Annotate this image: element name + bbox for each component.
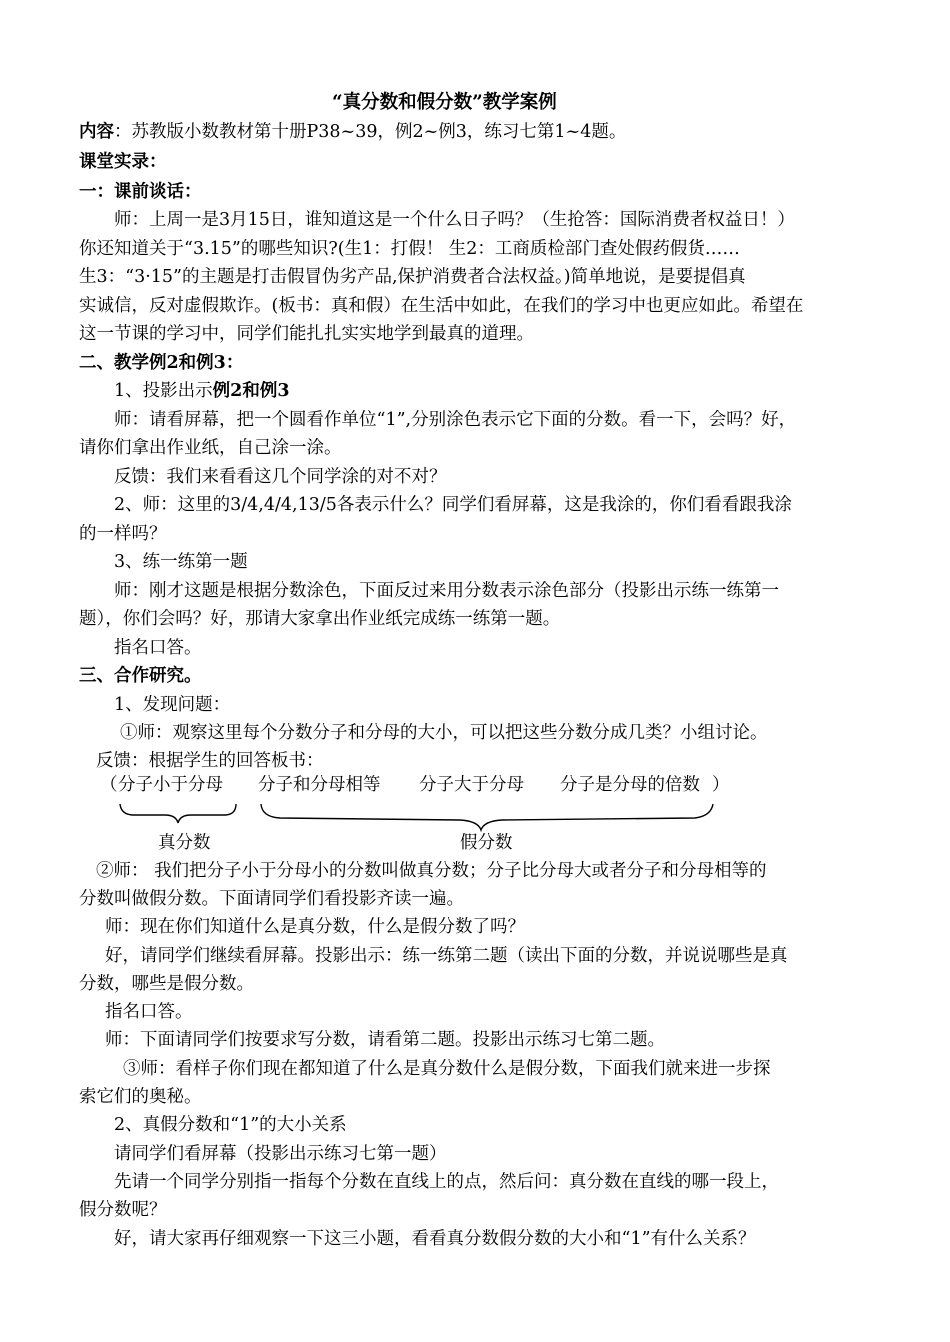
record-heading: 课堂实录： bbox=[79, 152, 167, 172]
section-2-heading: 二、教学例2和例3： bbox=[79, 353, 244, 373]
brace-improper bbox=[261, 804, 713, 830]
section-1-heading: 一：课前谈话： bbox=[79, 182, 202, 202]
paragraph-line: 生3：“3·15”的主题是打击假冒伪劣产品,保护消费者合法权益。)简单地说，是要提倡真 bbox=[79, 267, 746, 287]
paragraph-line: 好，请同学们继续看屏幕。投影出示：练一练第二题（读出下面的分数，并说说哪些是真 bbox=[105, 946, 788, 966]
paragraph-line: 你还知道关于“3.15”的哪些知识?(生1：打假！ 生2：工商质检部门查处假药假货…… bbox=[79, 239, 740, 259]
board-category-4: 分子是分母的倍数 bbox=[560, 775, 700, 795]
paragraph-line: 先请一个同学分别指一指每个分数在直线上的点，然后问：真分数在直线的哪一段上， bbox=[114, 1172, 779, 1192]
paragraph-line: 3、练一练第一题 bbox=[114, 552, 248, 572]
board-category-3: 分子大于分母 bbox=[419, 775, 524, 795]
board-category-2: 分子和分母相等 bbox=[258, 775, 381, 795]
paragraph-line: 师：下面请同学们按要求写分数，请看第二题。投影出示练习七第二题。 bbox=[105, 1030, 665, 1050]
paragraph-line: 师：请看屏幕，把一个圆看作单位“1”,分别涂色表示它下面的分数。看一下，会吗？好， bbox=[114, 410, 797, 430]
board-close-paren: ） bbox=[712, 775, 730, 795]
paragraph-line: 反馈：根据学生的回答板书： bbox=[96, 751, 324, 771]
paragraph-line: 反馈：我们来看看这几个同学涂的对不对？ bbox=[114, 467, 447, 487]
paragraph-line: 分数叫做假分数。下面请同学们看投影齐读一遍。 bbox=[79, 889, 464, 909]
paragraph-line: ②师： 我们把分子小于分母小的分数叫做真分数；分子比分母大或者分子和分母相等的 bbox=[96, 861, 767, 881]
section-3-heading: 三、合作研究。 bbox=[79, 666, 202, 686]
board-label-proper: 真分数 bbox=[158, 833, 211, 853]
paragraph-line: 好，请大家再仔细观察一下这三小题，看看真分数假分数的大小和“1”有什么关系？ bbox=[114, 1229, 756, 1249]
paragraph-line: 实诚信，反对虚假欺诈。(板书：真和假）在生活中如此，在我们的学习中也更应如此。希望在 bbox=[79, 296, 804, 316]
paragraph-line: 师：现在你们知道什么是真分数，什么是假分数了吗？ bbox=[105, 917, 525, 937]
board-label-improper: 假分数 bbox=[460, 833, 513, 853]
paragraph-line: 师：刚才这题是根据分数涂色，下面反过来用分数表示涂色部分（投影出示练一练第一 bbox=[114, 581, 779, 601]
paragraph-line: 指名口答。 bbox=[105, 1002, 193, 1022]
paragraph-line: ①师：观察这里每个分数分子和分母的大小，可以把这些分数分成几类？小组讨论。 bbox=[120, 723, 768, 743]
document-title: “真分数和假分数”教学案例 bbox=[332, 92, 557, 113]
paragraph-line: ③师：看样子你们现在都知道了什么是真分数什么是假分数，下面我们就来进一步探 bbox=[123, 1059, 771, 1079]
paragraph-line: 索它们的奥秘。 bbox=[79, 1087, 202, 1107]
content-label: 内容 bbox=[79, 122, 114, 142]
paragraph-line: 请你们拿出作业纸，自己涂一涂。 bbox=[79, 438, 342, 458]
paragraph-line: 的一样吗？ bbox=[79, 524, 167, 544]
paragraph-line: 分数，哪些是假分数。 bbox=[79, 974, 254, 994]
paragraph-line: 这一节课的学习中，同学们能扎扎实实地学到最真的道理。 bbox=[79, 324, 534, 344]
list-item-text: 1、投影出示 bbox=[114, 381, 213, 401]
board-category-1: 分子小于分母 bbox=[118, 775, 223, 795]
paragraph-line: 2、师：这里的3/4,4/4,13/5各表示什么？同学们看屏幕，这是我涂的，你们看看跟我涂 bbox=[114, 495, 792, 515]
paragraph-line: 指名口答。 bbox=[114, 638, 202, 658]
paragraph-line: 1、发现问题： bbox=[114, 695, 231, 715]
paragraph-line: 师：上周一是3月15日，谁知道这是一个什么日子吗？（生抢答：国际消费者权益日！） bbox=[114, 210, 795, 230]
board-open-paren: （ bbox=[100, 775, 118, 795]
paragraph-line: 请同学们看屏幕（投影出示练习七第一题） bbox=[114, 1144, 447, 1164]
paragraph-line: 题），你们会吗？好，那请大家拿出作业纸完成练一练第一题。 bbox=[79, 609, 561, 629]
list-item-bold: 例2和例3 bbox=[212, 381, 290, 401]
paragraph-line: 假分数呢？ bbox=[79, 1200, 167, 1220]
brace-proper bbox=[120, 804, 236, 823]
content-text: ：苏教版小数教材第十册P38~39，例2~例3，练习七第1~4题。 bbox=[114, 122, 627, 142]
paragraph-line: 2、真假分数和“1”的大小关系 bbox=[114, 1115, 347, 1135]
